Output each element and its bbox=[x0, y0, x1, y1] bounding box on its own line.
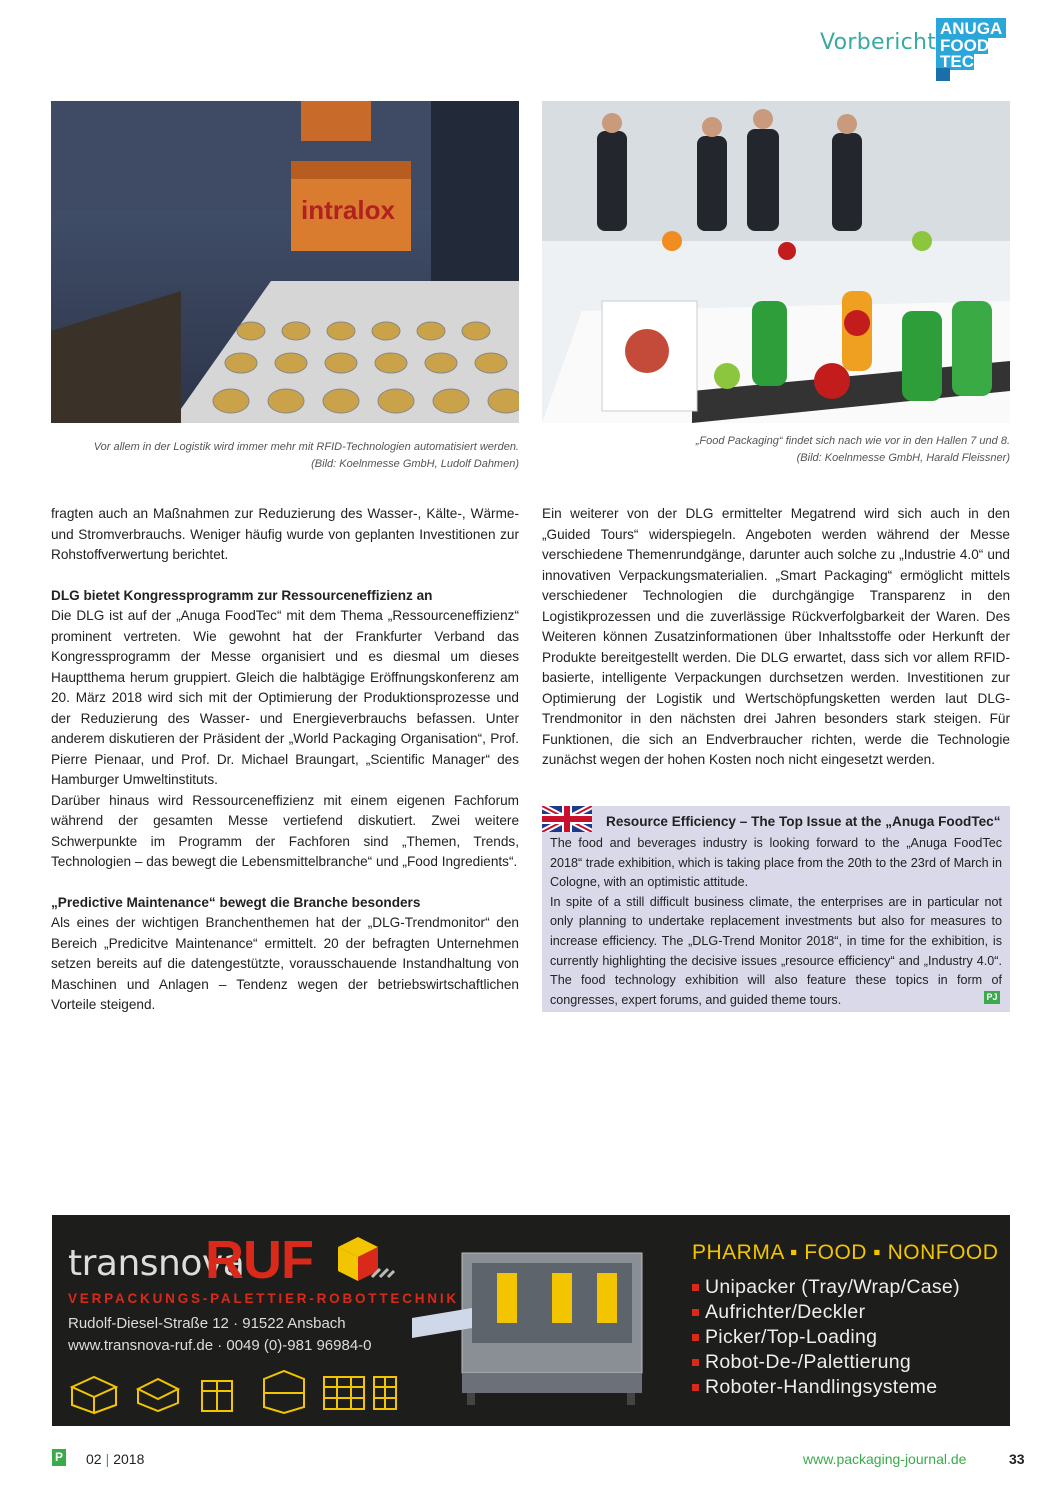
logo-line-3: TEC bbox=[940, 52, 974, 71]
paragraph-intro: fragten auch an Maßnahmen zur Reduzierung des Wasser-, Kälte-, Wärme- und Stromverbrauchs. Weniger häufig wurde von geplanten Investitionen zur Rohstoffverwertung berichtet. bbox=[51, 506, 519, 562]
ad-product-label: Unipacker (Tray/Wrap/Case) bbox=[705, 1276, 960, 1298]
ad-address-contact[interactable]: www.transnova-ruf.de · 0049 (0)-981 96984-0 bbox=[68, 1337, 372, 1354]
ad-address bbox=[68, 1313, 372, 1357]
issue-number bbox=[86, 1451, 144, 1467]
ad-product-label: Picker/Top-Loading bbox=[705, 1326, 878, 1348]
photo-caption-left bbox=[51, 439, 519, 473]
paragraph-kongress: Die DLG ist auf der „Anuga FoodTec“ mit dem Thema „Ressourceneffizienz“ prominent vertreten. Wie gewohnt hat der Frankfurter Verband das Kongressprogramm der Messe organisiert und es diesmal um dieses Hauptthema herum gruppiert. Gleich die halbtägige Eröffnungskonferenz am 20. März 2018 wird sich mit der Optimierung der Produktionsprozesse und der Reduzierung des Wasser- und Energieverbrauchs befassen. Unter anderem diskutieren der Präsident der „World Packaging Organisation“, Prof. Pierre Pienaar, und Prof. Dr. Michael Braungart, „Scientific Manager“ des Hamburger Umweltinstituts. bbox=[51, 608, 519, 787]
bullet-icon bbox=[692, 1384, 699, 1391]
photo-food-packaging bbox=[542, 101, 1010, 423]
page-number: 33 bbox=[1009, 1451, 1025, 1467]
packaging-journal-logo: P bbox=[52, 1449, 66, 1466]
subheading-kongress: DLG bietet Kongressprogramm zur Ressourceneffizienz an bbox=[51, 587, 433, 603]
packaging-machine-image bbox=[412, 1243, 652, 1408]
english-summary-box bbox=[542, 806, 1010, 1012]
section-label: Vorbericht bbox=[820, 30, 937, 55]
anuga-foodtec-logo bbox=[936, 14, 1008, 82]
caption-right-line1: „Food Packaging“ findet sich nach wie vor in den Hallen 7 und 8. bbox=[695, 435, 1010, 447]
transnova-ruf-advertisement[interactable] bbox=[52, 1215, 1010, 1426]
ruf-cube-icon bbox=[336, 1233, 396, 1283]
footer-website-link[interactable]: www.packaging-journal.de bbox=[803, 1451, 967, 1467]
ad-brand-ruf: RUF bbox=[205, 1230, 313, 1290]
ad-brand-transnova: transnova bbox=[68, 1243, 245, 1284]
paragraph-fachforum: Darüber hinaus wird Ressourceneffizienz mit einem eigenen Fachforum während der gesamten Messe vertiefend diskutiert. Zwei weitere Schwerpunkte im Programm der Fachforen sind „Themen, Trends, Technologien – das bewegt die Lebensmittelbranche“ und „Food Ingredients“. bbox=[51, 792, 519, 869]
ad-product-label: Roboter-Handlingsysteme bbox=[705, 1376, 938, 1398]
bullet-icon bbox=[692, 1334, 699, 1341]
uk-flag-icon bbox=[542, 806, 592, 832]
box-label: intralox bbox=[301, 195, 395, 225]
ad-tagline: VERPACKUNGS-PALETTIER-ROBOTTECHNIK bbox=[68, 1291, 459, 1306]
ad-product-item bbox=[692, 1350, 960, 1375]
logo-line-1: ANUGA bbox=[940, 19, 1003, 38]
ad-product-item bbox=[692, 1275, 960, 1300]
english-paragraph-2: In spite of a still difficult business climate, the enterprises are in particular not only planning to undertake replacement investments but also for measures to increase efficiency. The „DLG-Trend Monitor 2018“, in time for the exhibition, is currently highlighting the decisive issues „resource efficiency“ and „Industry 4.0“. The food technology exhibition will also feature these topics in form of congresses, expert forums, and guided theme tours. bbox=[550, 894, 1002, 1007]
english-paragraph-1: The food and beverages industry is looking forward to the „Anuga FoodTec 2018“ trade exhibition, which is taking place from the 20th to the 23rd of March in Cologne, with an optimistic attitude. bbox=[550, 836, 1002, 890]
logo-line-2: FOOD bbox=[940, 36, 990, 55]
caption-left-credit: (Bild: Koelnmesse GmbH, Ludolf Dahmen) bbox=[311, 458, 519, 470]
article-left-column bbox=[51, 504, 519, 1016]
ad-product-item bbox=[692, 1375, 960, 1400]
bullet-icon bbox=[692, 1284, 699, 1291]
ad-product-label: Aufrichter/Deckler bbox=[705, 1301, 866, 1323]
bullet-icon bbox=[692, 1309, 699, 1316]
paragraph-guided-tours: Ein weiterer von der DLG ermittelter Megatrend wird sich auch in den „Guided Tours“ widerspiegeln. Angeboten werden während der Messe verschiedene Themenrundgänge, darunter auch solche zu „Industrie 4.0“ und innovativen Verpackungsmaterialien. „Smart Packaging“ ermöglicht mittels verschiedener Technologien die durchgängige Transparenz in den Logistikprozessen und die zuverlässige Rückverfolgbarkeit der Waren. Des Weiteren können Zusatzinformationen über Inhaltsstoffe oder Herkunft der Produkte bereitgestellt werden. Die DLG erwartet, dass sich vor allem RFID-basierte, intelligente Verpackungen durchsetzen werden. Investitionen zur Optimierung der Logistik und Wertschöpfungsketten werden laut DLG-Trendmonitor in den nächsten drei Jahren besonders stark steigen. Für Funktionen, die sich an Endverbraucher richten, werde die Technologie zunächst wegen der hohen Kosten noch nicht eingesetzt werden. bbox=[542, 506, 1010, 767]
english-summary-title: Resource Efficiency – The Top Issue at the „Anuga FoodTec“ bbox=[606, 814, 1001, 829]
ad-product-item bbox=[692, 1300, 960, 1325]
english-summary-text bbox=[550, 834, 1002, 1010]
issue-divider: | bbox=[105, 1451, 110, 1467]
ad-product-label: Robot-De-/Palettierung bbox=[705, 1351, 912, 1373]
caption-left-line1: Vor allem in der Logistik wird immer mehr mit RFID-Technologien automatisiert werden. bbox=[93, 441, 519, 453]
ad-address-street: Rudolf-Diesel-Straße 12 · 91522 Ansbach bbox=[68, 1315, 346, 1332]
packaging-type-icons bbox=[68, 1367, 398, 1415]
caption-right-credit: (Bild: Koelnmesse GmbH, Harald Fleissner) bbox=[796, 452, 1010, 464]
photo-conveyor bbox=[51, 101, 519, 423]
issue-num: 02 bbox=[86, 1451, 102, 1467]
issue-year: 2018 bbox=[113, 1451, 145, 1467]
paragraph-predictive: Als eines der wichtigen Branchenthemen hat der „DLG-Trendmonitor“ den Bereich „Predicitve Maintenance“ ermittelt. 20 der befragten Unternehmen setzen bereits auf die datengestützte, vorausschauende Instandhaltung von Maschinen und Anlagen – Tendenz wegen der betriebswirtschaftlichen Vorteile steigend. bbox=[51, 915, 519, 1012]
photo-caption-right bbox=[542, 433, 1010, 467]
ad-product-list bbox=[692, 1275, 960, 1400]
article-right-column bbox=[542, 504, 1010, 771]
ad-heading: PHARMA ▪ FOOD ▪ NONFOOD bbox=[692, 1241, 999, 1264]
bullet-icon bbox=[692, 1359, 699, 1366]
subheading-predictive: „Predictive Maintenance“ bewegt die Branche besonders bbox=[51, 894, 421, 910]
pj-badge: PJ bbox=[984, 991, 1000, 1004]
ad-product-item bbox=[692, 1325, 960, 1350]
